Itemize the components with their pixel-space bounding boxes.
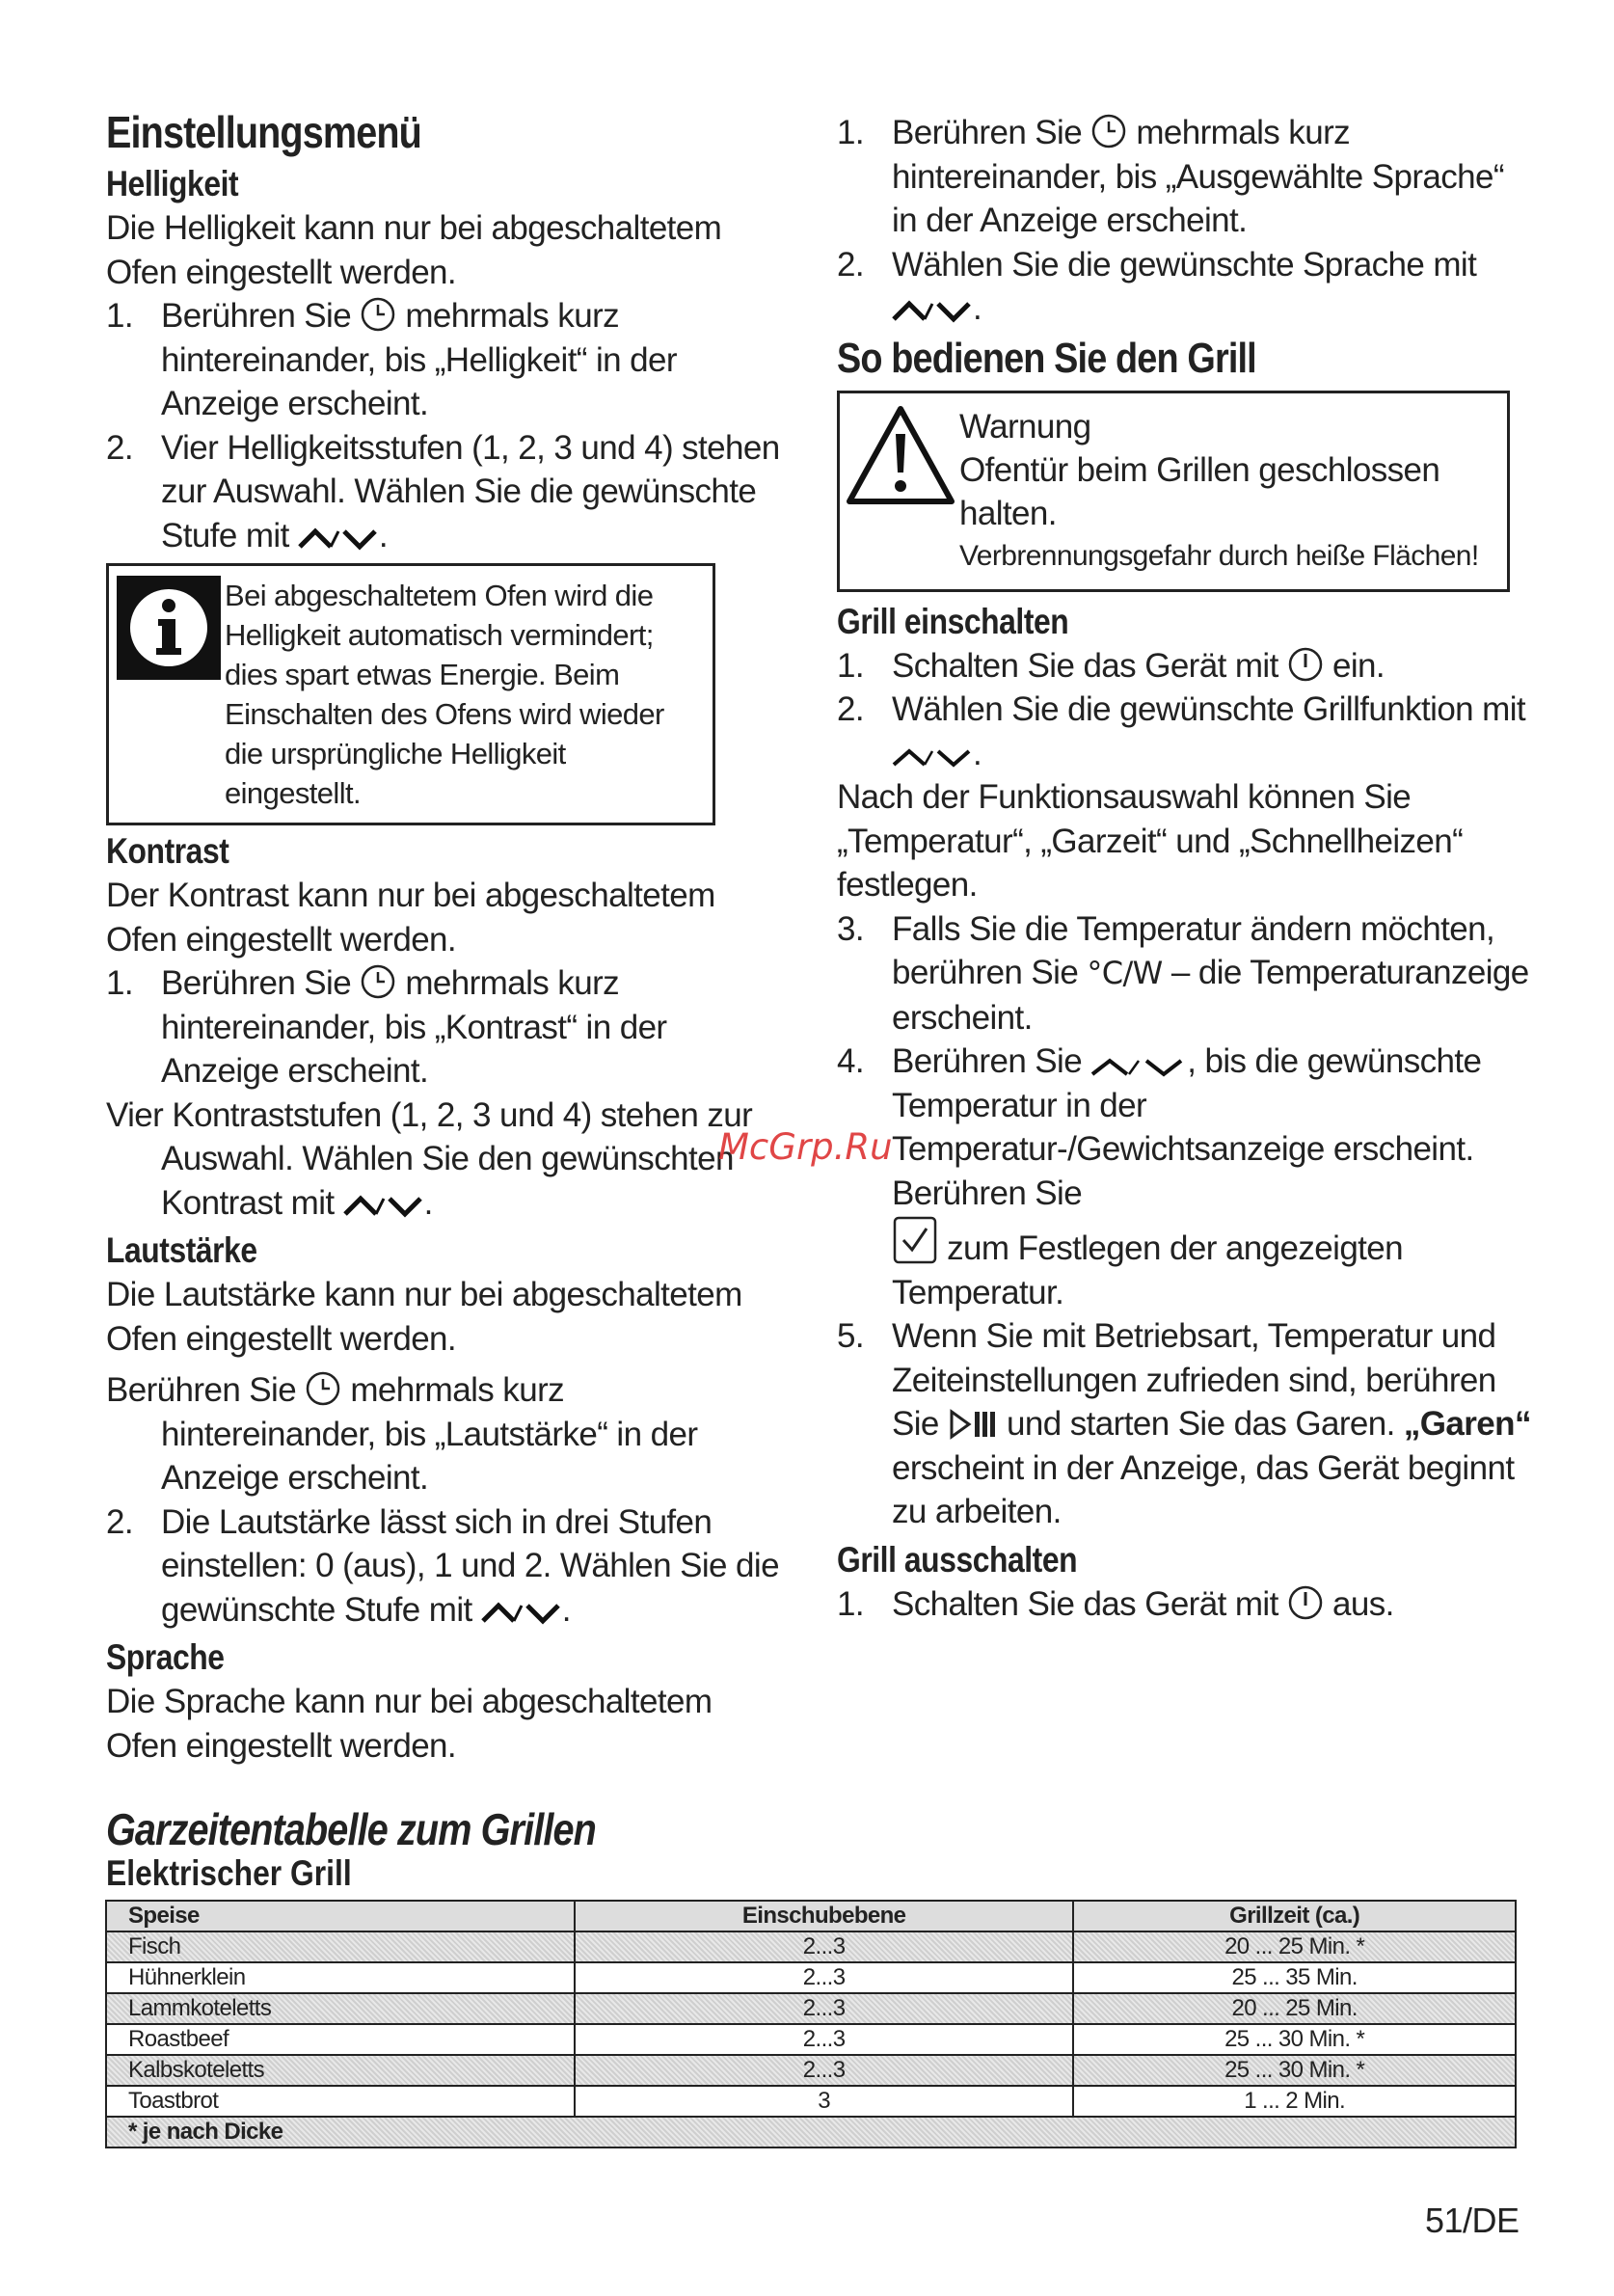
step-number: 2. [837,245,864,284]
lautstaerke-step-2: 2. Die Lautstärke lässt sich in drei Stufen einstellen: 0 (aus), 1 und 2. Wählen Sie die gewünschte Stufe mit . [106,1500,781,1633]
heading-grill-einschalten: Grill einschalten [837,601,1069,641]
clock-icon [360,296,396,333]
info-icon [117,576,221,680]
clock-icon [305,1370,341,1407]
info-box-helligkeit [106,563,715,825]
kontrast-step-1: 1. Berühren Sie mehrmals kurz hintereinander, bis „Kontrast“ in der Anzeige erscheint. [106,961,781,1094]
table-footnote-row [106,2117,1516,2147]
grill-ein-step-3: 3. Falls Sie die Temperatur ändern möchten, berühren Sie °C/W – die Temperaturanzeige erscheint. [837,907,1531,1040]
step-number: 1. [106,964,133,1002]
sprache-step-1: 1. Berühren Sie mehrmals kurz hintereinander, bis „Ausgewählte Sprache“ in der Anzeige erscheint. [837,111,1531,243]
table-row: Kalbskoteletts 2...3 25 ... 30 Min. * [106,2055,1516,2086]
table-row: Roastbeef 2...3 25 ... 30 Min. * [106,2024,1516,2055]
grill-aus-step-1: 1. Schalten Sie das Gerät mit aus. [837,1582,1531,1627]
step-number: 2. [106,428,133,467]
table-footnote: * je nach Dicke [106,2117,1516,2147]
heading-lautstaerke: Lautstärke [106,1230,257,1270]
col-header-grillzeit: Grillzeit (ca.) [1073,1901,1516,1931]
heading-helligkeit: Helligkeit [106,164,239,203]
page-number: 51/DE [1425,2201,1520,2240]
table-row: Hühnerklein 2...3 25 ... 35 Min. [106,1962,1516,1993]
step-number: 5. [837,1317,864,1355]
helligkeit-step-1: 1. Berühren Sie mehrmals kurz hintereinander, bis „Helligkeit“ in der Anzeige erscheint. [106,294,781,426]
warning-title: Warnung [959,407,1091,446]
up-down-arrows-icon [481,1600,562,1627]
lautstaerke-intro: Die Lautstärke kann nur bei abgeschaltetem Ofen eingestellt werden. [106,1276,742,1358]
step-number: 2. [837,690,864,728]
grill-ein-step-2: 2. Wählen Sie die gewünschte Grillfunktion mit . [837,688,1531,775]
up-down-arrows-icon [343,1193,424,1220]
grill-times-table [105,1900,1517,2148]
table-row: Toastbrot 3 1 ... 2 Min. [106,2086,1516,2117]
step-number: 3. [837,909,864,948]
col-header-speise: Speise [106,1901,575,1931]
step-number: 1. [837,114,864,151]
watermark: McGrp.Ru [718,1126,893,1168]
heading-grill-ausschalten: Grill ausschalten [837,1539,1078,1580]
warning-triangle-icon [846,405,959,578]
up-down-arrows-icon [892,743,973,770]
start-pause-icon [948,1408,998,1441]
step-number: 1. [837,646,864,685]
left-column [106,106,781,1768]
grill-ein-step-1: 1. Schalten Sie das Gerät mit ein. [837,644,1531,689]
step-number: 1. [837,1584,864,1623]
step-number: 4. [837,1042,864,1080]
section-title-einstellungsmenue: Einstellungsmenü [106,107,421,157]
power-icon [1287,1584,1324,1621]
temp-weight-symbol: °C/W [1087,955,1163,991]
table-row: Fisch 2...3 20 ... 25 Min. * [106,1931,1516,1962]
info-text: Bei abgeschaltetem Ofen wird die Helligkeit automatisch vermindert; dies spart etwas Energie. Beim Einschalten des Ofens wird wieder die ursprüngliche Helligkeit eingestellt. [225,579,664,810]
warning-text: Ofentür beim Grillen geschlossen halten. [959,450,1440,532]
section-title-grill: So bedienen Sie den Grill [837,334,1256,382]
clock-icon [360,963,396,1000]
table-subtitle: Elektrischer Grill [106,1853,352,1893]
grill-ein-step-4: 4. Berühren Sie , bis die gewünschte Temperatur in der Temperatur-/Gewichtsanzeige erscheint. Berühren Sie zum Festlegen der angezeigten Temperatur. [837,1040,1531,1314]
up-down-arrows-icon [1090,1053,1187,1078]
clock-icon [1090,113,1127,149]
warning-note: Verbrennungsgefahr durch heiße Flächen! [959,539,1479,572]
kontrast-intro: Der Kontrast kann nur bei abgeschaltetem Ofen eingestellt werden. [106,877,715,959]
grill-ein-step-5: 5. Wenn Sie mit Betriebsart, Temperatur und Zeiteinstellungen zufrieden sind, berühren Sie und starten Sie das Garen. „Garen“ erscheint in der Anzeige, das Gerät beginnt zu arbeiten. [837,1314,1531,1534]
table-row: Lammkoteletts 2...3 20 ... 25 Min. [106,1993,1516,2024]
right-column [837,111,1531,1626]
step-number: 1. [106,297,133,335]
power-icon [1287,646,1324,683]
heading-kontrast: Kontrast [106,831,229,871]
kontrast-step-2: Vier Kontraststufen (1, 2, 3 und 4) stehen zur Auswahl. Wählen Sie den gewünschten Kontrast mit . [106,1095,753,1222]
up-down-arrows-icon [298,526,379,553]
grill-ein-mid: Nach der Funktionsauswahl können Sie „Temperatur“, „Garzeit“ und „Schnellheizen“ festlegen. [837,778,1464,904]
helligkeit-step-2: 2. Vier Helligkeitsstufen (1, 2, 3 und 4) stehen zur Auswahl. Wählen Sie die gewünschte Stufe mit . [106,426,781,558]
sprache-step-2: 2. Wählen Sie die gewünschte Sprache mit . [837,243,1531,331]
col-header-einschubebene: Einschubebene [575,1901,1073,1931]
sprache-intro: Die Sprache kann nur bei abgeschaltetem Ofen eingestellt werden. [106,1683,713,1765]
up-down-arrows-icon [892,298,973,325]
lautstaerke-step-1: Berühren Sie mehrmals kurz hintereinander, bis „Lautstärke“ in der Anzeige erscheint. [106,1371,698,1497]
warning-box [837,391,1510,592]
helligkeit-intro: Die Helligkeit kann nur bei abgeschaltetem Ofen eingestellt werden. [106,209,722,291]
table-header-row [106,1901,1516,1931]
step-number: 2. [106,1502,133,1541]
garen-label: „Garen“ [1403,1405,1531,1443]
heading-sprache: Sprache [106,1637,225,1677]
table-title: Garzeitentabelle zum Grillen [106,1804,596,1854]
confirm-check-icon [892,1215,938,1265]
